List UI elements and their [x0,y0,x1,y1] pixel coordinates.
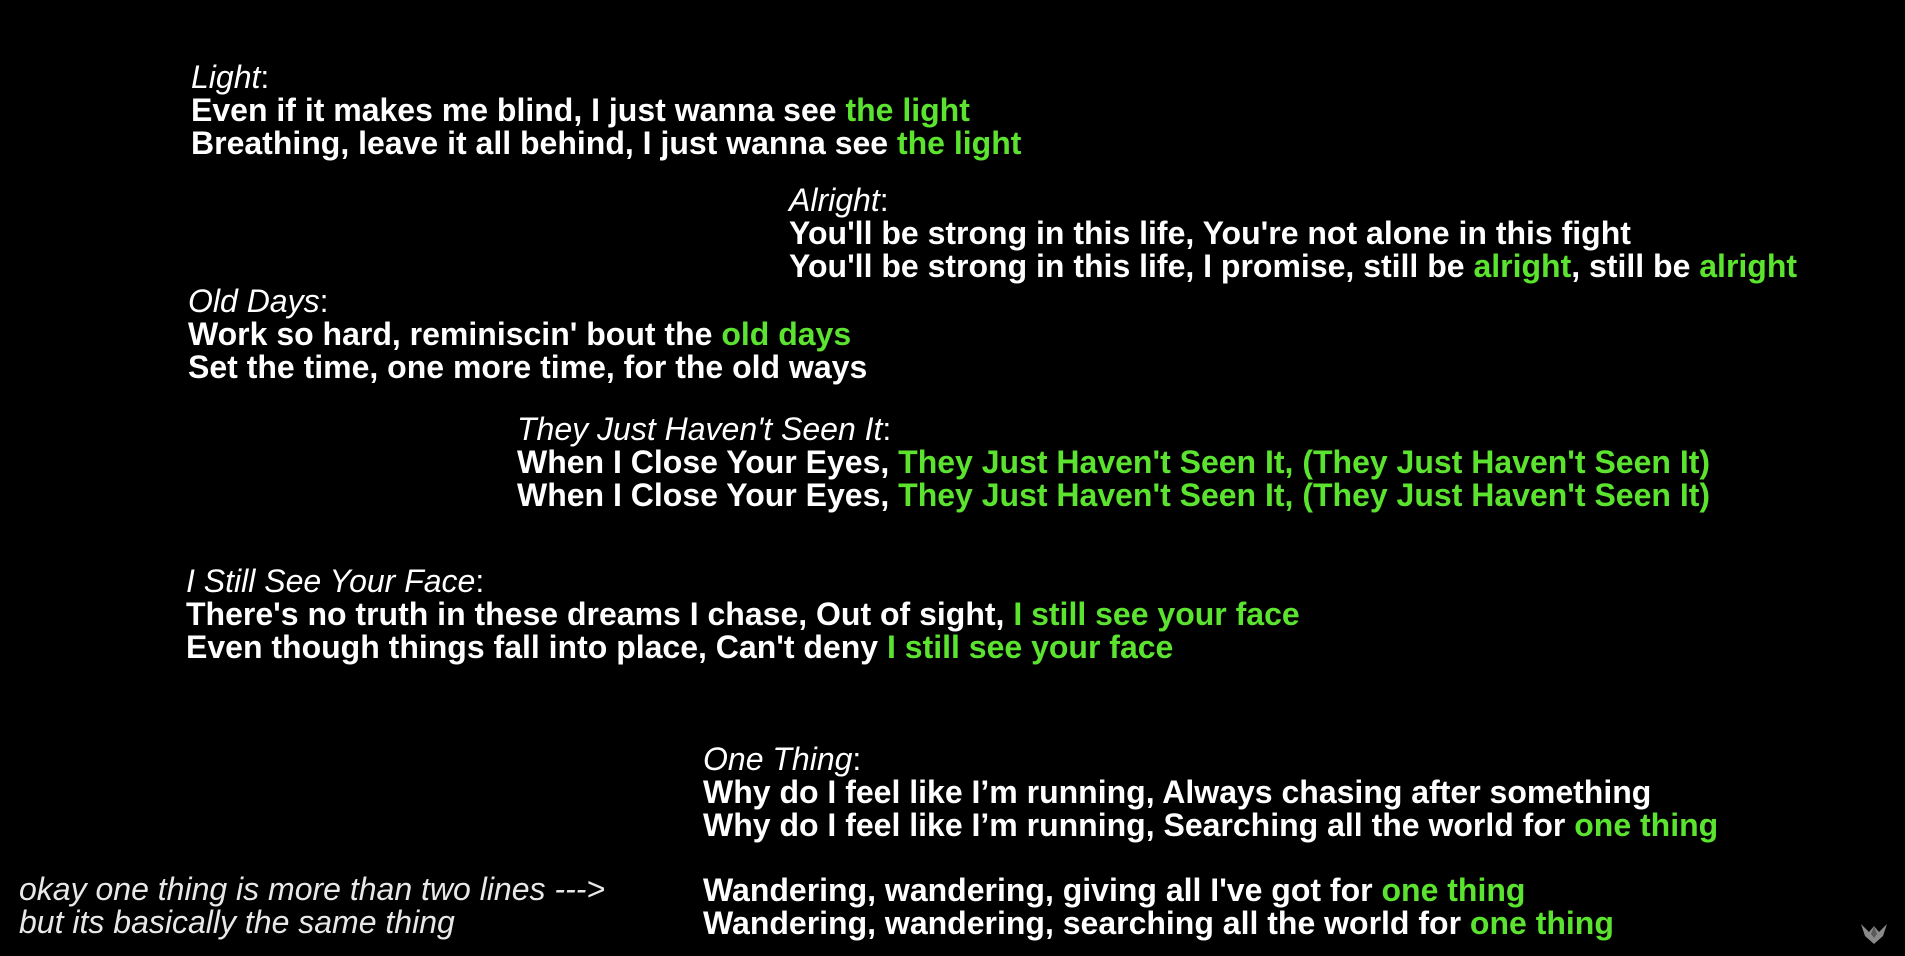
lyric-line: Wandering, wandering, giving all I've got for one thing [703,872,1526,908]
highlight-phrase: alright [1473,248,1572,284]
lyric-line: You'll be strong in this life, I promise, still be alright, still be alright [789,248,1798,284]
highlight-phrase: They Just Haven't Seen It, (They Just Haven't Seen It) [898,444,1711,480]
section-title: Alright [789,182,880,218]
lyric-line: You'll be strong in this life, You're not alone in this fight [789,215,1631,251]
section-title: One Thing [703,741,853,777]
side-note-line: okay one thing is more than two lines ---> [19,871,606,907]
section-old-days [188,285,867,384]
lyric-line: Even though things fall into place, Can't deny I still see your face [186,629,1174,665]
lyric-line: Work so hard, reminiscin' bout the old days [188,316,852,352]
side-note-line: but its basically the same thing [19,904,455,940]
section-title: I Still See Your Face [186,563,476,599]
section-title: They Just Haven't Seen It [517,411,883,447]
section-heading: They Just Haven't Seen It: [517,411,892,447]
lyric-line: Breathing, leave it all behind, I just wanna see the light [191,125,1022,161]
side-note [19,873,605,939]
lyric-line: Wandering, wandering, searching all the world for one thing [703,905,1614,941]
highlight-phrase: one thing [1574,807,1719,843]
lyric-line: Even if it makes me blind, I just wanna see the light [191,92,970,128]
section-heading: Alright: [789,182,889,218]
section-one-thing-extra [703,874,1614,940]
section-light [191,61,1021,160]
lyric-line: Why do I feel like I’m running, Always chasing after something [703,774,1652,810]
highlight-phrase: I still see your face [886,629,1174,665]
highlight-phrase: old days [721,316,852,352]
bird-icon [1859,920,1889,946]
highlight-phrase: one thing [1381,872,1526,908]
section-heading: Old Days: [188,283,329,319]
lyric-line: When I Close Your Eyes, They Just Haven't Seen It, (They Just Haven't Seen It) [517,444,1711,480]
highlight-phrase: the light [845,92,970,128]
lyric-line: There's no truth in these dreams I chase, Out of sight, I still see your face [186,596,1300,632]
section-seen-it [517,413,1710,512]
highlight-phrase: They Just Haven't Seen It, (They Just Haven't Seen It) [898,477,1711,513]
lyric-line: Set the time, one more time, for the old ways [188,349,868,385]
section-alright [789,184,1797,283]
lyric-line: When I Close Your Eyes, They Just Haven't Seen It, (They Just Haven't Seen It) [517,477,1711,513]
section-title: Light [191,59,261,95]
highlight-phrase: I still see your face [1013,596,1300,632]
lyric-line: Why do I feel like I’m running, Searching all the world for one thing [703,807,1719,843]
section-heading: Light: [191,59,270,95]
section-title: Old Days [188,283,320,319]
section-one-thing [703,743,1718,842]
highlight-phrase: the light [896,125,1022,161]
highlight-phrase: one thing [1469,905,1614,941]
section-face [186,565,1300,664]
section-heading: I Still See Your Face: [186,563,485,599]
section-heading: One Thing: [703,741,862,777]
highlight-phrase: alright [1699,248,1798,284]
